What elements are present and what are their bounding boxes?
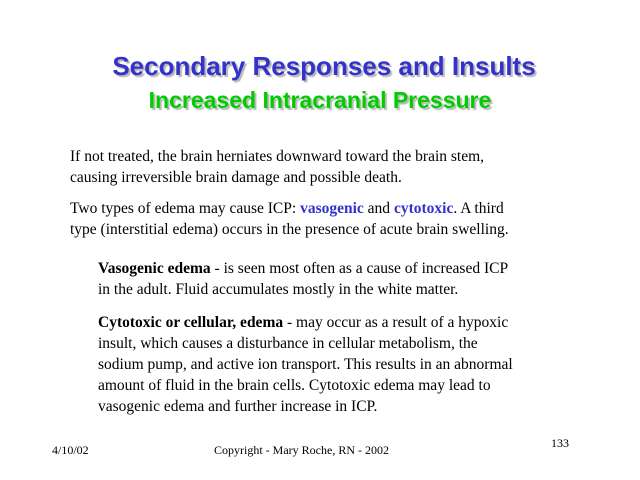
term-heading: Cytotoxic or cellular, edema [98, 314, 284, 331]
paragraph-line: amount of fluid in the brain cells. Cytotoxic edema may lead to [98, 377, 491, 394]
text-segment: - is seen most often as a cause of increased ICP [210, 260, 509, 277]
slide-subtitle: Increased Intracranial Pressure [148, 87, 492, 113]
slide-title: Secondary Responses and Insults [112, 51, 536, 81]
term-cytotoxic: cytotoxic [393, 200, 454, 217]
paragraph-line: causing irreversible brain damage and possible death. [70, 169, 402, 186]
paragraph-cytotoxic-edema [98, 312, 588, 417]
paragraph-line: sodium pump, and active ion transport. This results in an abnormal [98, 356, 513, 373]
paragraph-line [70, 198, 590, 219]
paragraph-vasogenic-edema [98, 258, 588, 300]
term-heading: Vasogenic edema [98, 260, 211, 277]
footer-copyright: Copyright - Mary Roche, RN - 2002 [214, 443, 389, 457]
paragraph-line: type (interstitial edema) occurs in the presence of acute brain swelling. [70, 221, 509, 238]
paragraph-line: If not treated, the brain herniates downward toward the brain stem, [70, 148, 485, 165]
paragraph-line [98, 258, 588, 279]
paragraph-line [98, 312, 588, 333]
text-segment: . A third [453, 200, 504, 217]
paragraph-line: vasogenic edema and further increase in ICP. [98, 398, 378, 415]
paragraph-line: insult, which causes a disturbance in cellular metabolism, the [98, 335, 478, 352]
paragraph-herniation [70, 146, 590, 188]
text-segment: - may occur as a result of a hypoxic [283, 314, 509, 331]
term-vasogenic: vasogenic [300, 200, 364, 217]
text-segment: and [363, 200, 394, 217]
text-segment: Two types of edema may cause ICP: [70, 200, 301, 217]
paragraph-edema-types [70, 198, 590, 240]
slide-number: 133 [551, 436, 569, 450]
footer-date: 4/10/02 [52, 443, 89, 457]
paragraph-line: in the adult. Fluid accumulates mostly in the white matter. [98, 281, 459, 298]
